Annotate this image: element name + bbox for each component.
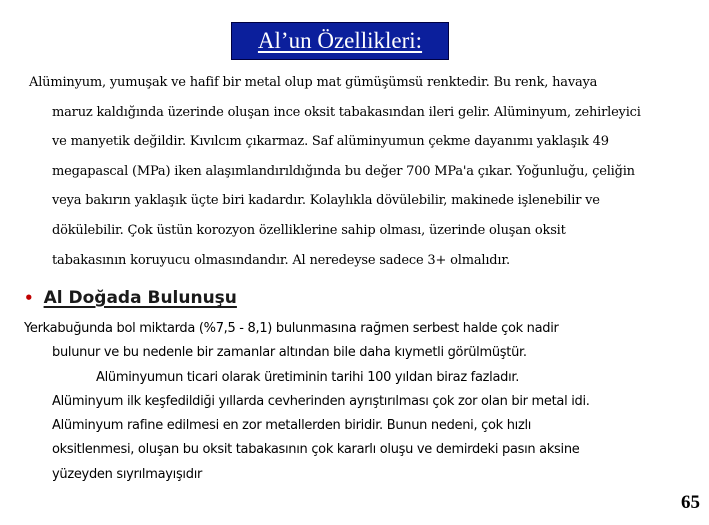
page-title: Al’un Özellikleri: xyxy=(257,28,423,53)
page-number: 65 xyxy=(681,492,700,513)
paragraph-line: Alüminyum, yumuşak ve hafif bir metal olup mat gümüşümsü renktedir. Bu renk, havaya xyxy=(29,75,598,90)
paragraph-line: Alüminyum rafine edilmesi en zor metallerden biridir. Bunun nedeni, çok hızlı xyxy=(52,418,532,434)
paragraph-line: veya bakırın yaklaşık üçte biri kadardır. Kolaylıkla dövülebilir, makinede işlenebilir ve xyxy=(52,193,600,209)
paragraph-line: dökülebilir. Çok üstün korozyon özelliklerine sahip olması, üzerinde oluşan oksit xyxy=(52,222,566,238)
section-heading xyxy=(24,288,237,308)
paragraph-line: ve manyetik değildir. Kıvılcım çıkarmaz. Saf alüminyumun çekme dayanımı yaklaşık 49 xyxy=(52,134,609,150)
paragraph-line: tabakasının koruyucu olmasındandır. Al neredeyse sadece 3+ olmalıdır. xyxy=(52,252,510,268)
paragraph-line: bulunur ve bu nedenle bir zamanlar altından bile daha kıymetli görülmüştür. xyxy=(52,345,527,361)
bullet-icon: • xyxy=(24,289,34,307)
section-heading-text: Al Doğada Bulunuşu xyxy=(43,288,237,308)
title-banner xyxy=(231,22,449,60)
properties-paragraph xyxy=(29,68,701,275)
paragraph-line: Alüminyum ilk keşfedildiği yıllarda cevherinden ayrıştırılması çok zor olan bir metal idi. xyxy=(52,393,590,409)
occurrence-paragraph xyxy=(24,317,704,487)
paragraph-line: Alüminyumun ticari olarak üretiminin tarihi 100 yıldan biraz fazladır. xyxy=(96,369,520,385)
paragraph-line: maruz kaldığında üzerinde oluşan ince oksit tabakasından ileri gelir. Alüminyum, zehirleyici xyxy=(52,104,641,120)
paragraph-line: oksitlenmesi, oluşan bu oksit tabakasının çok kararlı oluşu ve demirdeki pasın aksine xyxy=(52,442,580,458)
paragraph-line: megapascal (MPa) iken alaşımlandırıldığında bu değer 700 MPa'a çıkar. Yoğunluğu, çeliğin xyxy=(52,163,635,179)
paragraph-line: yüzeyden sıyrılmayışıdır xyxy=(52,466,203,482)
paragraph-line: Yerkabuğunda bol miktarda (%7,5 - 8,1) bulunmasına rağmen serbest halde çok nadir xyxy=(24,321,559,336)
